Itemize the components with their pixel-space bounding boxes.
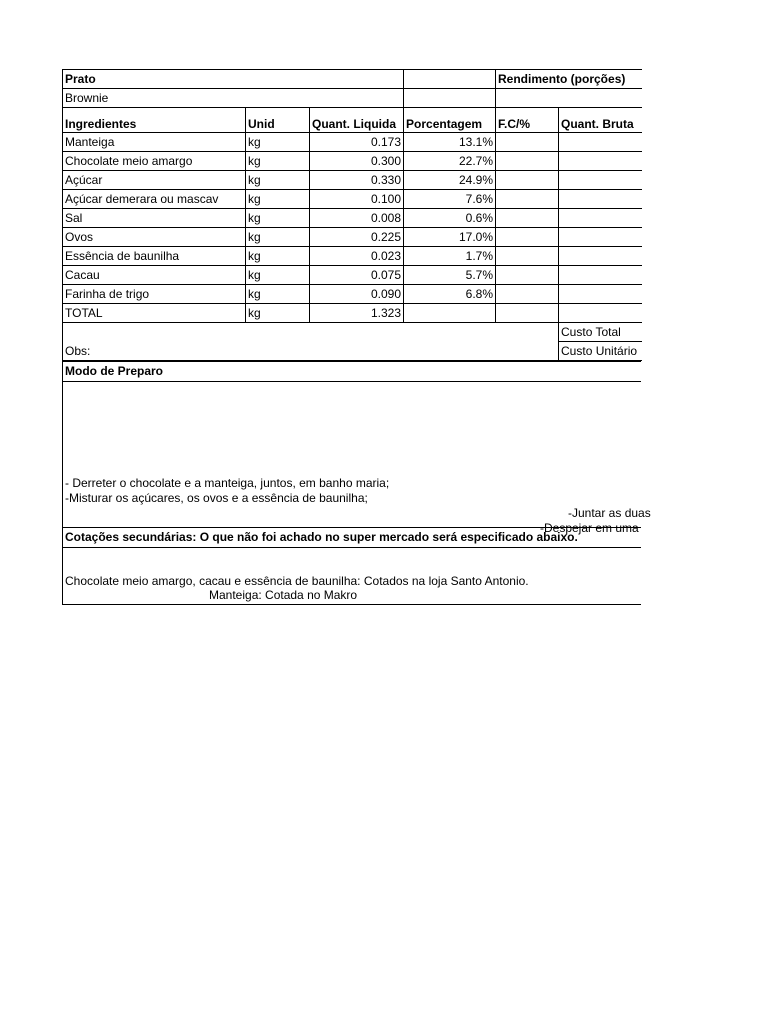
ingredient-pct: 17.0% [404,228,496,247]
ingredient-name: Açúcar demerara ou mascav [63,190,246,209]
ingredient-quant: 0.075 [310,266,404,285]
ingredient-quant: 0.225 [310,228,404,247]
quant-bruta-cell [559,133,642,152]
ingredient-unit: kg [246,171,310,190]
fc-cell [496,171,559,190]
quant-bruta-cell [559,171,642,190]
col-header-quant-liquida: Quant. Liquida [310,108,404,133]
quant-bruta-cell [559,152,642,171]
cotacao-line: Manteiga: Cotada no Makro [209,588,358,602]
preparo-step: -Juntar as duas [568,506,651,520]
ingredient-quant: 0.023 [310,247,404,266]
ingredient-name: Essência de baunilha [63,247,246,266]
ingredient-pct: 0.6% [404,209,496,228]
quant-bruta-cell [559,247,642,266]
total-quant: 1.323 [310,304,404,323]
cotacoes-title: Cotações secundárias: O que não foi achado no super mercado será especificado abaixo. [62,527,641,548]
obs-spacer [63,323,559,342]
ingredient-unit: kg [246,247,310,266]
total-quant-bruta [559,304,642,323]
col-header-quant-bruta: Quant. Bruta [559,108,642,133]
col-header-fc: F.C/% [496,108,559,133]
obs-row [63,342,642,361]
fc-cell [496,285,559,304]
rendimento-value [496,89,642,108]
ingredient-unit: kg [246,209,310,228]
ingredient-unit: kg [246,133,310,152]
ingredient-name: Chocolate meio amargo [63,152,246,171]
ingredient-quant: 0.008 [310,209,404,228]
quant-bruta-cell [559,228,642,247]
ingredient-pct: 24.9% [404,171,496,190]
total-unit: kg [246,304,310,323]
total-label: TOTAL [63,304,246,323]
table-row [63,209,642,228]
ingredient-unit: kg [246,266,310,285]
ingredient-quant: 0.300 [310,152,404,171]
quant-bruta-cell [559,285,642,304]
custo-total-row [63,323,642,342]
ingredient-unit: kg [246,190,310,209]
obs-label: Obs: [63,342,559,361]
preparo-step: - Derreter o chocolate e a manteiga, juntos, em banho maria; [65,476,390,490]
cotacao-line: Chocolate meio amargo, cacau e essência de baunilha: Cotados na loja Santo Antonio. [65,574,529,588]
blank-cell [404,89,496,108]
total-pct [404,304,496,323]
fc-cell [496,266,559,285]
prato-row [63,70,642,89]
quant-bruta-cell [559,266,642,285]
ingredient-quant: 0.330 [310,171,404,190]
preparo-step: -Misturar os açúcares, os ovos e a essência de baunilha; [65,491,368,505]
table-row [63,228,642,247]
col-header-ingredientes: Ingredientes [63,108,246,133]
table-row [63,285,642,304]
ingredient-pct: 13.1% [404,133,496,152]
ingredient-pct: 1.7% [404,247,496,266]
ingredient-name: Cacau [63,266,246,285]
ingredient-quant: 0.173 [310,133,404,152]
ingredient-name: Açúcar [63,171,246,190]
modo-preparo-title: Modo de Preparo [62,361,641,382]
fc-cell [496,190,559,209]
total-row [63,304,642,323]
preparo-step: -Despejar em uma [540,521,639,535]
quant-bruta-cell [559,190,642,209]
custo-unitario-label: Custo Unitário [559,342,642,361]
ingredient-name: Manteiga [63,133,246,152]
ingredient-name: Ovos [63,228,246,247]
ingredient-unit: kg [246,285,310,304]
header-row [63,108,642,133]
fc-cell [496,209,559,228]
prato-label: Prato [63,70,404,89]
cotacoes-block [62,548,641,605]
table-row [63,171,642,190]
ingredient-pct: 6.8% [404,285,496,304]
ingredient-name: Farinha de trigo [63,285,246,304]
ingredient-pct: 5.7% [404,266,496,285]
fc-cell [496,133,559,152]
ingredient-unit: kg [246,228,310,247]
prato-value: Brownie [63,89,404,108]
table-row [63,266,642,285]
ingredient-quant: 0.100 [310,190,404,209]
prato-value-row [63,89,642,108]
table-row [63,247,642,266]
table-row [63,190,642,209]
blank-cell [404,70,496,89]
ingredients-table [62,69,642,361]
ingredient-unit: kg [246,152,310,171]
ingredient-pct: 22.7% [404,152,496,171]
ingredient-name: Sal [63,209,246,228]
fc-cell [496,152,559,171]
recipe-sheet [62,69,651,631]
fc-cell [496,247,559,266]
preparo-block [62,382,651,535]
col-header-porcentagem: Porcentagem [404,108,496,133]
quant-bruta-cell [559,209,642,228]
col-header-unid: Unid [246,108,310,133]
rendimento-label: Rendimento (porções) [496,70,642,89]
ingredient-pct: 7.6% [404,190,496,209]
fc-cell [496,228,559,247]
custo-total-label: Custo Total [559,323,642,342]
table-row [63,152,642,171]
table-row [63,133,642,152]
ingredient-quant: 0.090 [310,285,404,304]
total-fc [496,304,559,323]
